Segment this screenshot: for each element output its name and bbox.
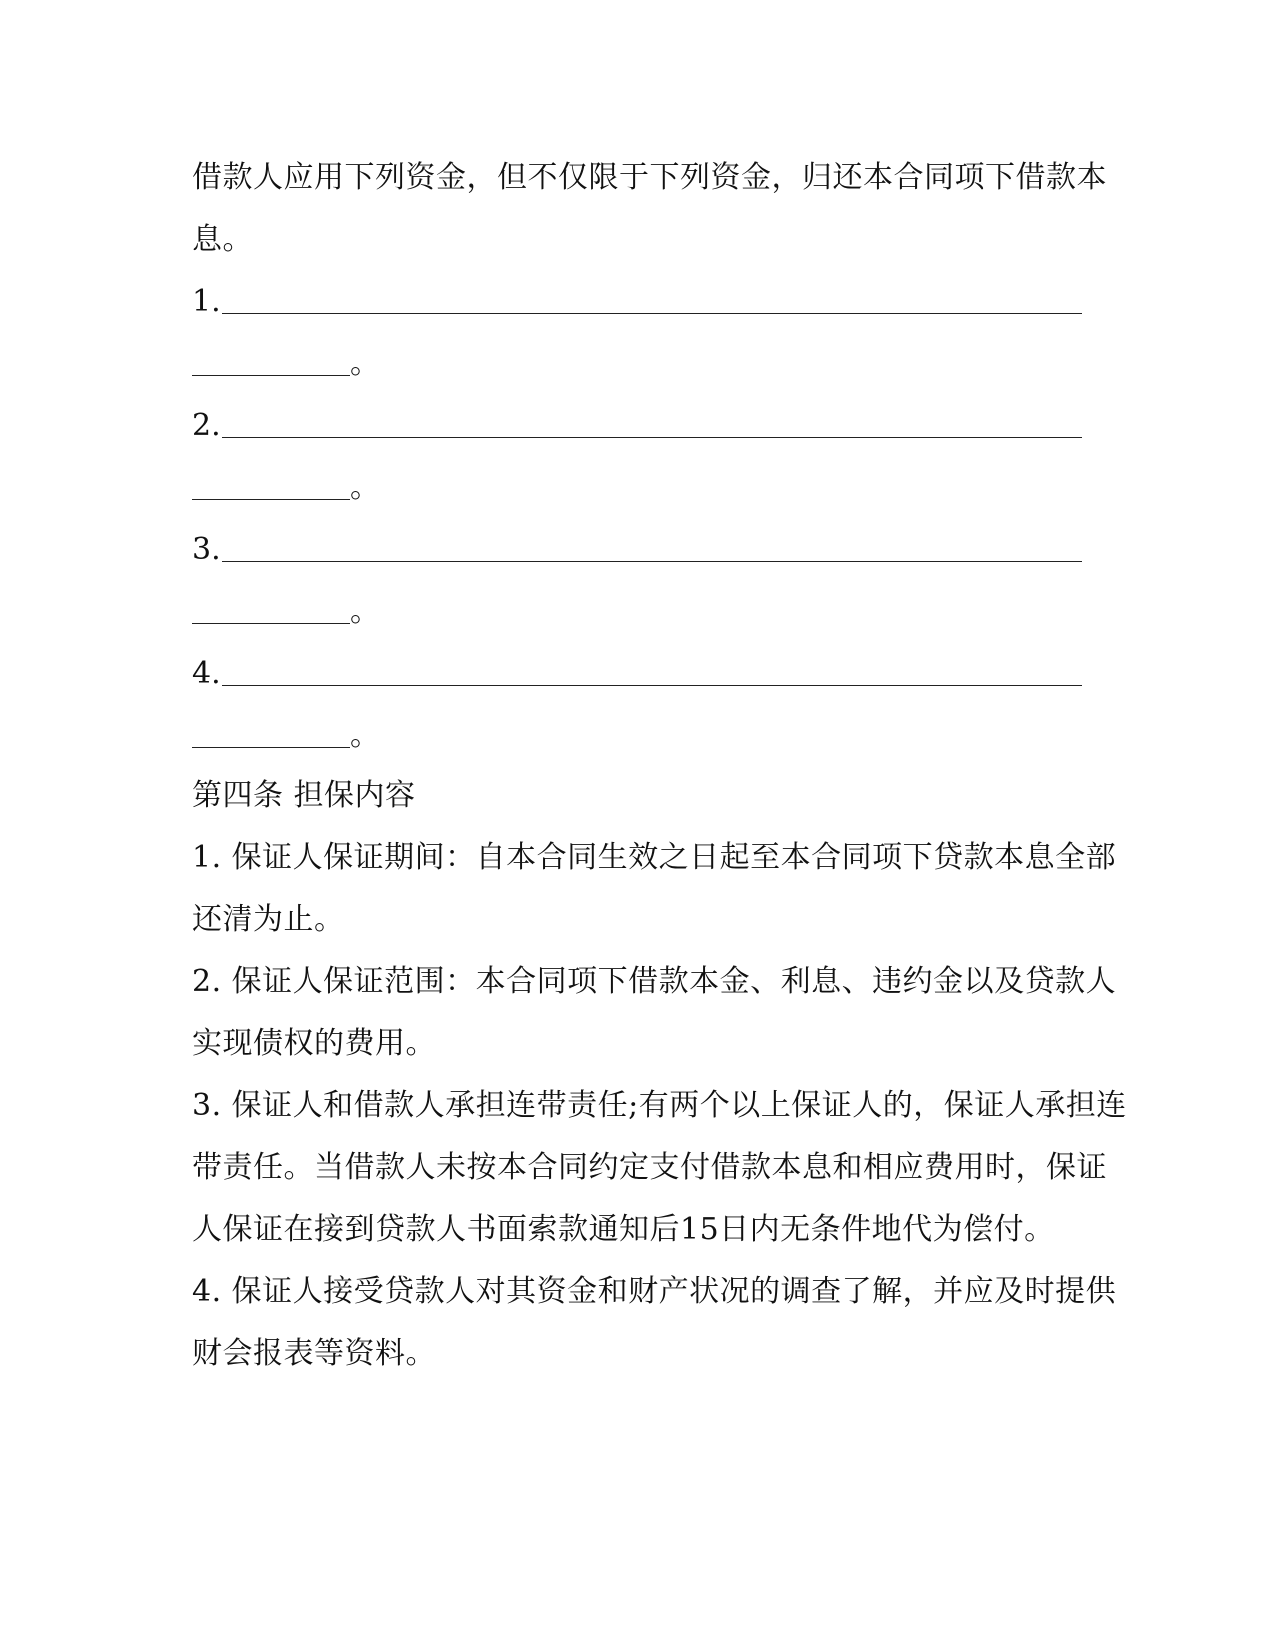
clause-2-line-1: 2. 保证人保证范围：本合同项下借款本金、利息、违约金以及贷款人 xyxy=(192,964,1117,999)
intro-line-2: 息。 xyxy=(192,222,253,257)
blank-end-mark: 。 xyxy=(350,718,380,753)
blank-field-4-tail[interactable] xyxy=(192,716,380,756)
clause-4-line-1: 4. 保证人接受贷款人对其资金和财产状况的调查了解，并应及时提供 xyxy=(192,1274,1117,1309)
clause-1-line-2: 还清为止。 xyxy=(192,902,345,937)
blank-number: 2. xyxy=(192,408,221,443)
underline xyxy=(192,747,350,748)
underline xyxy=(192,623,350,624)
blank-number: 4. xyxy=(192,656,221,691)
blank-field-1[interactable] xyxy=(192,282,1082,322)
underline xyxy=(222,561,1082,562)
blank-end-mark: 。 xyxy=(350,470,380,505)
article-heading: 第四条 担保内容 xyxy=(192,778,416,813)
clause-2-line-2: 实现债权的费用。 xyxy=(192,1026,436,1061)
blank-field-2[interactable] xyxy=(192,406,1082,446)
clause-3-line-1: 3. 保证人和借款人承担连带责任;有两个以上保证人的，保证人承担连 xyxy=(192,1088,1127,1123)
blank-number: 3. xyxy=(192,532,221,567)
blank-field-3-tail[interactable] xyxy=(192,592,380,632)
underline xyxy=(222,437,1082,438)
blank-number: 1. xyxy=(192,284,221,319)
blank-field-4[interactable] xyxy=(192,654,1082,694)
clause-3-line-3: 人保证在接到贷款人书面索款通知后15日内无条件地代为偿付。 xyxy=(192,1212,1055,1247)
underline xyxy=(192,375,350,376)
blank-field-3[interactable] xyxy=(192,530,1082,570)
clause-1-line-1: 1. 保证人保证期间：自本合同生效之日起至本合同项下贷款本息全部 xyxy=(192,840,1117,875)
intro-line-1: 借款人应用下列资金，但不仅限于下列资金，归还本合同项下借款本 xyxy=(192,160,1107,195)
underline xyxy=(192,499,350,500)
blank-end-mark: 。 xyxy=(350,346,380,381)
blank-end-mark: 。 xyxy=(350,594,380,629)
blank-field-2-tail[interactable] xyxy=(192,468,380,508)
underline xyxy=(222,685,1082,686)
blank-field-1-tail[interactable] xyxy=(192,344,380,384)
clause-3-line-2: 带责任。当借款人未按本合同约定支付借款本息和相应费用时，保证 xyxy=(192,1150,1107,1185)
underline xyxy=(222,313,1082,314)
clause-4-line-2: 财会报表等资料。 xyxy=(192,1336,436,1371)
